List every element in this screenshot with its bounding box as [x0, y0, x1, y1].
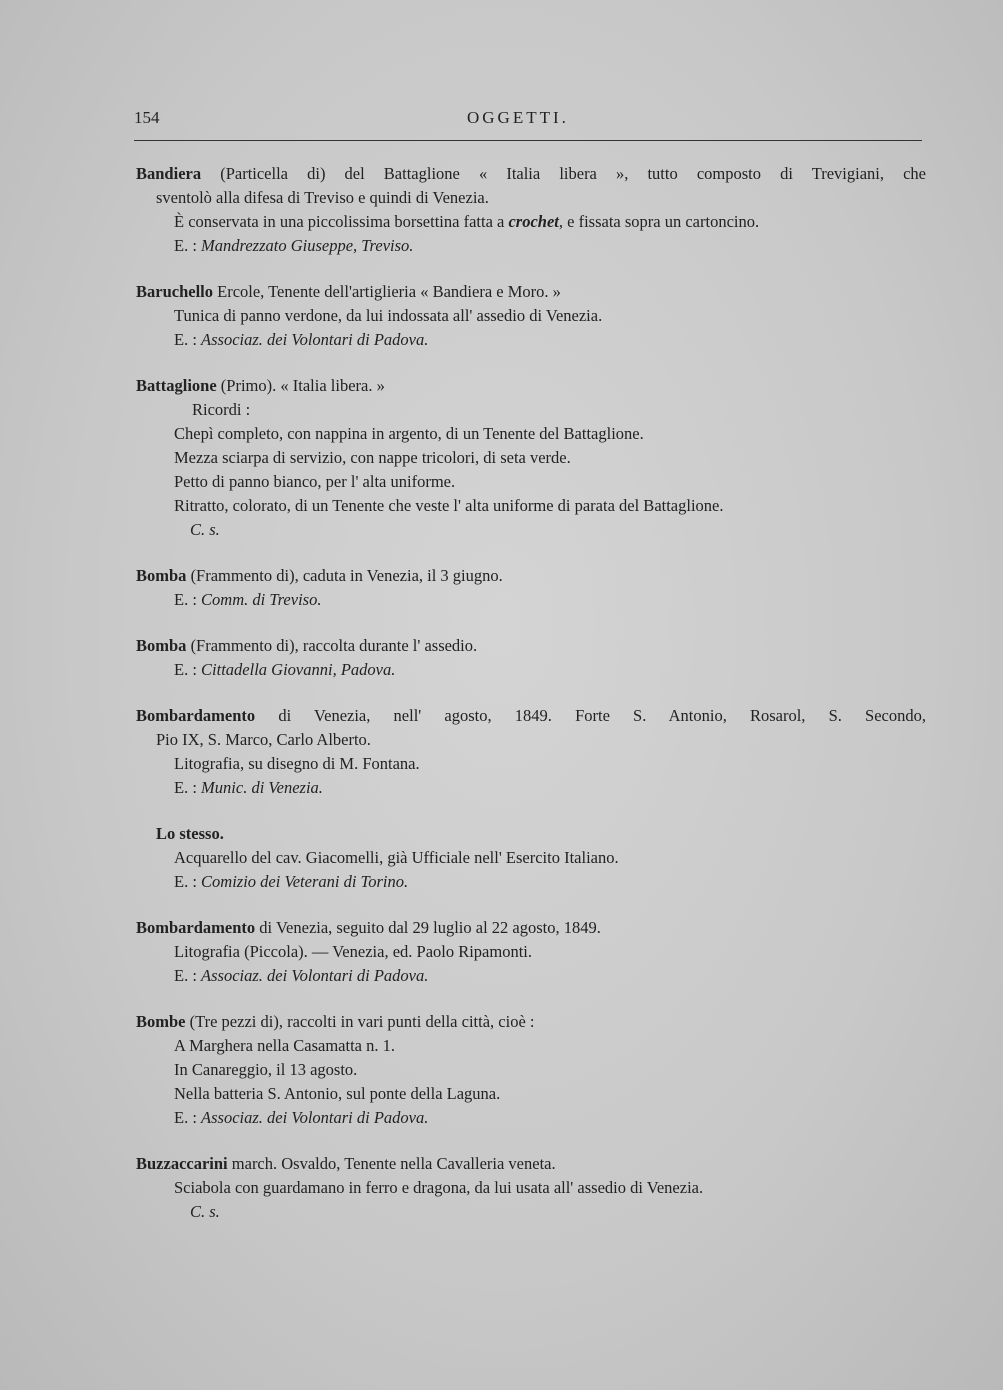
source-name: Associaz. dei Volontari di Padova. — [201, 966, 429, 985]
entry-text: , e fissata sopra un cartoncino. — [558, 212, 760, 231]
entry-baruchello — [136, 280, 926, 352]
source-prefix: E. : — [174, 330, 202, 349]
entry-text: Mezza sciarpa di servizio, con nappe tricolori, di seta verde. — [174, 448, 571, 467]
entry-emphasis: crochet — [508, 212, 559, 231]
entry-text: Nella batteria S. Antonio, sul ponte della Laguna. — [174, 1084, 501, 1103]
entry-source — [136, 234, 926, 258]
entry-text: È conservata in una piccolissima borsettina fatta a — [174, 212, 509, 231]
entry-first-line — [136, 1152, 926, 1176]
entry-text: Pio IX, S. Marco, Carlo Alberto. — [156, 730, 371, 749]
source-name: Comizio dei Veterani di Torino. — [201, 872, 409, 891]
source-prefix: E. : — [174, 1108, 202, 1127]
entry-heading: Baruchello — [136, 282, 213, 301]
entry-first-line — [136, 374, 926, 398]
running-title: OGGETTI. — [467, 108, 569, 127]
entry-text: (Frammento di), caduta in Venezia, il 3 giugno. — [190, 566, 503, 585]
entry-buzzaccarini — [136, 1152, 926, 1224]
entry-first-line — [136, 280, 926, 304]
entry-heading: Bomba — [136, 636, 187, 655]
entry-source — [136, 1200, 926, 1224]
header-rule — [134, 140, 922, 141]
source-prefix: E. : — [174, 660, 202, 679]
entry-source — [136, 776, 926, 800]
entry-heading: Bomba — [136, 566, 187, 585]
entry-lo-stesso — [136, 822, 926, 894]
source-name: Cittadella Giovanni, Padova. — [201, 660, 396, 679]
entry-bombardamento-1 — [136, 704, 926, 800]
entry-text: A Marghera nella Casamatta n. 1. — [174, 1036, 396, 1055]
entry-source — [136, 518, 926, 542]
entry-bomba-1 — [136, 564, 926, 612]
source-prefix: E. : — [174, 966, 202, 985]
entry-source — [136, 588, 926, 612]
entry-bomba-2 — [136, 634, 926, 682]
entry-heading: Battaglione — [136, 376, 217, 395]
entry-battaglione — [136, 374, 926, 542]
entry-text: Chepì completo, con nappina in argento, di un Tenente del Battaglione. — [174, 424, 644, 443]
page-header — [134, 108, 922, 140]
entry-first-line — [136, 704, 926, 728]
source-prefix: E. : — [174, 872, 202, 891]
entry-text: march. Osvaldo, Tenente nella Cavalleria veneta. — [231, 1154, 556, 1173]
entry-heading: Bombardamento — [136, 918, 256, 937]
source-name: C. s. — [190, 1202, 220, 1221]
entry-source — [136, 328, 926, 352]
source-name: Associaz. dei Volontari di Padova. — [201, 330, 429, 349]
entry-text: Tunica di panno verdone, da lui indossata all' assedio di Venezia. — [174, 306, 603, 325]
entry-heading: Buzzaccarini — [136, 1154, 228, 1173]
entry-description — [136, 210, 926, 234]
source-name: Mandrezzato Giuseppe, Treviso. — [201, 236, 414, 255]
entry-bandiera — [136, 162, 926, 258]
entry-first-line — [136, 162, 926, 186]
source-prefix: E. : — [174, 236, 202, 255]
entry-text: Ercole, Tenente dell'artiglieria « Bandiera e Moro. » — [217, 282, 561, 301]
source-name: Comm. di Treviso. — [201, 590, 322, 609]
catalog-entries — [136, 162, 926, 1246]
entry-heading: Lo stesso. — [156, 824, 224, 843]
source-name: Associaz. dei Volontari di Padova. — [201, 1108, 429, 1127]
entry-text: Ricordi : — [192, 400, 251, 419]
entry-first-line — [136, 916, 926, 940]
entry-text: Petto di panno bianco, per l' alta uniforme. — [174, 472, 456, 491]
entry-source — [136, 658, 926, 682]
entry-text: (Particella di) del Battaglione « Italia libera », tutto composto di Trevigiani, che — [220, 164, 927, 183]
source-name: Munic. di Venezia. — [201, 778, 323, 797]
entry-text: Litografia, su disegno di M. Fontana. — [174, 754, 420, 773]
entry-source — [136, 1106, 926, 1130]
entry-first-line — [136, 1010, 926, 1034]
source-prefix: E. : — [174, 590, 202, 609]
entry-text: di Venezia, nell' agosto, 1849. Forte S. Antonio, Rosarol, S. Secondo, — [278, 706, 927, 725]
entry-text: sventolò alla difesa di Treviso e quindi di Venezia. — [156, 188, 489, 207]
entry-text: (Tre pezzi di), raccolti in vari punti della città, cioè : — [189, 1012, 535, 1031]
entry-text: Litografia (Piccola). — Venezia, ed. Paolo Ripamonti. — [174, 942, 533, 961]
entry-text: di Venezia, seguito dal 29 luglio al 22 agosto, 1849. — [259, 918, 601, 937]
entry-text: Ritratto, colorato, di un Tenente che veste l' alta uniforme di parata del Battaglione. — [174, 496, 724, 515]
entry-first-line — [136, 564, 926, 588]
page-number: 154 — [134, 108, 160, 127]
entry-bombe — [136, 1010, 926, 1130]
entry-first-line — [136, 634, 926, 658]
entry-text: (Frammento di), raccolta durante l' assedio. — [190, 636, 478, 655]
entry-text: (Primo). « Italia libera. » — [220, 376, 385, 395]
source-prefix: E. : — [174, 778, 202, 797]
entry-first-line — [136, 822, 926, 846]
entry-text: Acquarello del cav. Giacomelli, già Ufficiale nell' Esercito Italiano. — [174, 848, 619, 867]
entry-heading: Bombe — [136, 1012, 186, 1031]
entry-heading: Bandiera — [136, 164, 202, 183]
entry-source — [136, 870, 926, 894]
entry-text: Sciabola con guardamano in ferro e dragona, da lui usata all' assedio di Venezia. — [174, 1178, 704, 1197]
entry-text: In Canareggio, il 13 agosto. — [174, 1060, 358, 1079]
entry-heading: Bombardamento — [136, 706, 256, 725]
source-name: C. s. — [190, 520, 220, 539]
entry-source — [136, 964, 926, 988]
entry-bombardamento-2 — [136, 916, 926, 988]
